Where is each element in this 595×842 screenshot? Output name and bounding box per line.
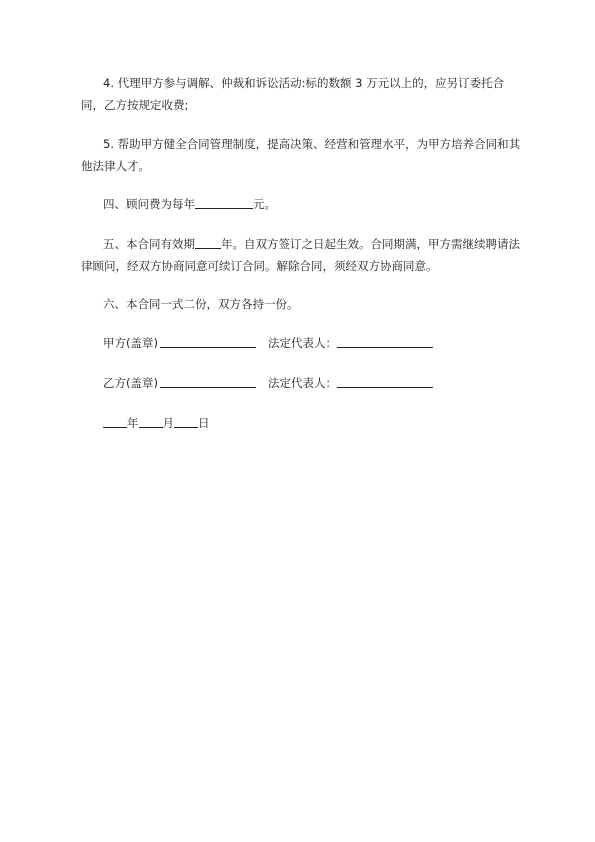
day-blank xyxy=(174,415,198,428)
party-a-seal-blank xyxy=(160,335,256,348)
party-a-legal-rep-label: 法定代表人： xyxy=(267,336,337,350)
party-a-legal-rep-blank xyxy=(337,335,433,348)
clause-5-prefix: 五、本合同有效期 xyxy=(103,237,195,251)
year-label: 年 xyxy=(127,416,139,430)
party-b-legal-rep-label: 法定代表人： xyxy=(267,376,337,390)
party-b-label: 乙方(盖章) xyxy=(103,376,158,390)
month-label: 月 xyxy=(162,416,174,430)
paragraph-clause-4 xyxy=(81,193,521,215)
paragraph-clause-5 xyxy=(81,233,521,277)
day-label: 日 xyxy=(198,416,210,430)
term-blank xyxy=(195,236,221,249)
party-a-signature-line xyxy=(103,332,433,354)
paragraph-clause-6: 六、本合同一式二份，双方各持一份。 xyxy=(103,297,299,311)
paragraph-item-4: 4. 代理甲方参与调解、仲裁和诉讼活动:标的数额 3 万元以上的，应另订委托合同，乙方按规定收费; xyxy=(81,76,505,112)
party-a-label: 甲方(盖章) xyxy=(103,336,158,350)
paragraph-item-5: 5. 帮助甲方健全合同管理制度，提高决策、经营和管理水平，为甲方培养合同和其他法律人才。 xyxy=(81,137,521,173)
year-blank xyxy=(103,415,127,428)
party-b-legal-rep-blank xyxy=(337,375,433,388)
month-blank xyxy=(139,415,163,428)
clause-4-suffix: 元。 xyxy=(253,197,276,211)
party-b-signature-line xyxy=(103,372,433,394)
clause-4-prefix: 四、顾问费为每年 xyxy=(103,197,195,211)
clause-5-suffix: 年。自双方签订之日起生效。合同期满，甲方需继续聘请法律顾问，经双方协商同意可续订合同。解除合同，须经双方协商同意。 xyxy=(81,237,520,273)
fee-blank xyxy=(195,196,253,209)
party-b-seal-blank xyxy=(160,375,256,388)
date-line xyxy=(103,412,210,434)
